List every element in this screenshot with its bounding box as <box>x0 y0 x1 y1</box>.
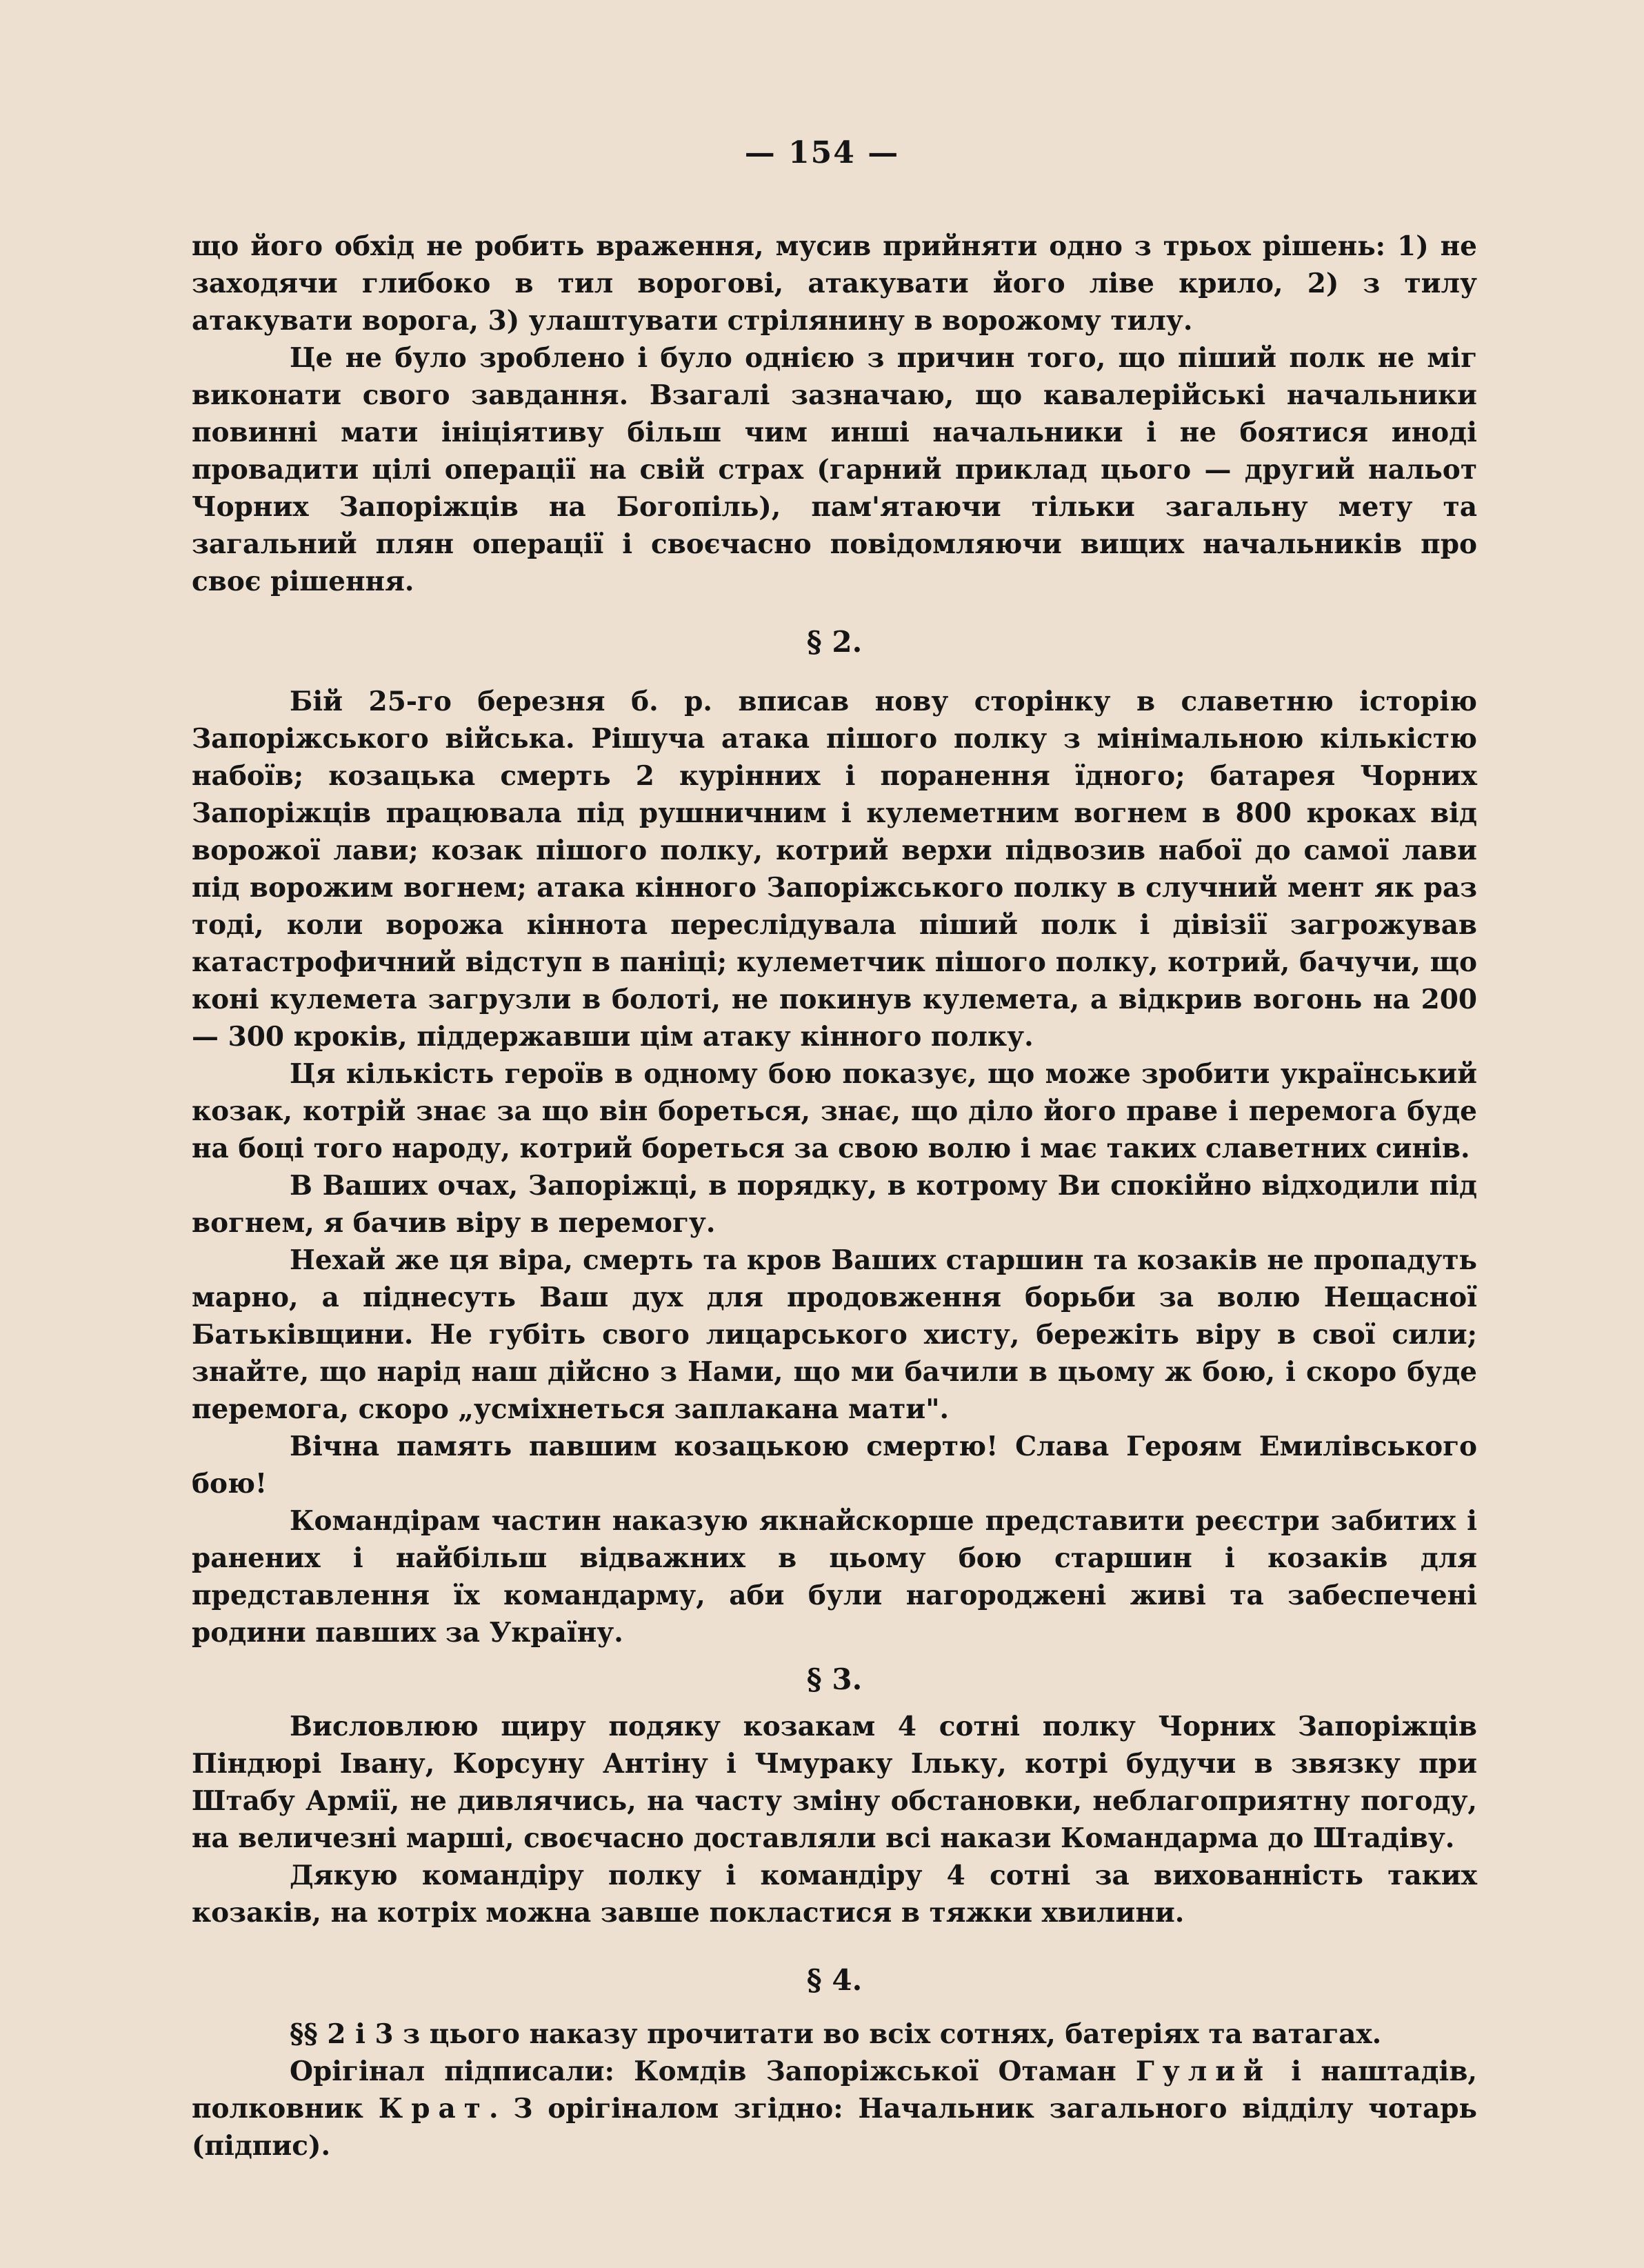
page-number: — 154 — <box>744 135 900 170</box>
paragraph: §§ 2 і 3 з цього наказу прочитати во всіх сотнях, батеріях та ватагах. <box>290 2018 1382 2050</box>
ataman-name: Гулий <box>1135 2056 1272 2087</box>
paragraph: Командірам частин наказую якнайскорше представити реєстри забитих і ранених і найбільш відважних в цьому бою старшин і козаків для представлення їх командарму, аби були нагороджені живі та забеспечені родини павших за Україну. <box>192 1505 1477 1649</box>
section-heading: § 3. <box>806 1662 863 1696</box>
document-body <box>192 228 1477 2165</box>
section-heading: § 2. <box>806 625 863 659</box>
paragraph: Це не було зроблено і було однією з причин того, що піший полк не міг виконати свого завдання. Взагалі зазначаю, що кавалерійські начальники повинні мати ініціятиву більш чим инші начальники і не боятися иноді провадити цілі операції на свій страх (гарний приклад цього — другий нальот Чорних Запоріжців на Богопіль), пам'ятаючи тільки загальну мету та загальний плян операції і своєчасно повідомляючи вищих начальників про своє рішення. <box>192 342 1477 597</box>
signature-text: і наштадів, полковник <box>192 2056 1477 2125</box>
section-heading: § 4. <box>806 1963 863 1997</box>
signature-text: Орігінал підписали: Комдів Запоріжської Отаман <box>290 2056 1136 2087</box>
signature-text: . З орігіналом згідно: Начальник загального відділу чотарь (підпис). <box>192 2093 1478 2162</box>
paragraph: Висловлюю щиру подяку козакам 4 сотні полку Чорних Запоріжців Піндюрі Івану, Корсуну Антіну і Чмураку Ільку, котрі будучи в звязку при Штабу Армії, не дивлячись, на часту зміну обстановки, неблагоприятну погоду, на величезні марші, своєчасно доставляли всі накази Командарма до Штадіву. <box>192 1711 1477 1854</box>
paragraph: Дякую командіру полку і командіру 4 сотні за вихованність таких козаків, на котріх можна завше покластися в тяжки хвилини. <box>192 1860 1477 1929</box>
paragraph: Вічна память павшим козацькою смертю! Слава Героям Емилівського бою! <box>192 1431 1477 1500</box>
paragraph: що його обхід не робить враження, мусив прийняти одно з трьох рішень: 1) не заходячи глибоко в тил ворогові, атакувати його ліве крило, 2) з тилу атакувати ворога, 3) улаштувати стрілянину в ворожому тилу. <box>192 230 1477 337</box>
paragraph: Нехай же ця віра, смерть та кров Ваших старшин та козаків не пропадуть марно, а піднесуть Ваш дух для продовження борьби за волю Нещасної Батьківщини. Не губіть свого лицарського хисту, бережіть віру в свої сили; знайте, що нарід наш дійсно з Нами, що ми бачили в цьому ж бою, і скоро буде перемога, скоро „усміхнеться заплакана мати". <box>192 1244 1477 1425</box>
signature-paragraph <box>192 2053 1477 2165</box>
paragraph: В Ваших очах, Запоріжці, в порядку, в котрому Ви спокійно відходили під вогнем, я бачив віру в перемогу. <box>192 1170 1477 1239</box>
colonel-name: Крат <box>378 2093 489 2125</box>
paragraph: Бій 25-го березня б. р. вписав нову сторінку в славетню історію Запоріжського війська. Рішуча атака пішого полку з мінімальною кількістю набоїв; козацька смерть 2 курінних і поранення їдного; батарея Чорних Запоріжців працювала під рушничним і кулеметним вогнем в 800 кроках від ворожої лави; козак пішого полку, котрий верхи підвозив набої до самої лави під ворожим вогнем; атака кінного Запоріжського полку в случний мент як раз тоді, коли ворожа кіннота переслідувала піший полк і дівізії загрожував катастрофичний відступ в паніці; кулеметчик пішого полку, котрий, бачучи, що коні кулемета загрузли в болоті, не покинув кулемета, а відкрив вогонь на 200 — 300 кроків, піддержавши цім атаку кінного полку. <box>192 686 1477 1053</box>
paragraph: Ця кількість героїв в одному бою показує, що може зробити український козак, котрій знає за що він бореться, знає, що діло його праве і перемога буде на боці того народу, котрий бореться за свою волю і має таких славетних синів. <box>192 1058 1477 1164</box>
